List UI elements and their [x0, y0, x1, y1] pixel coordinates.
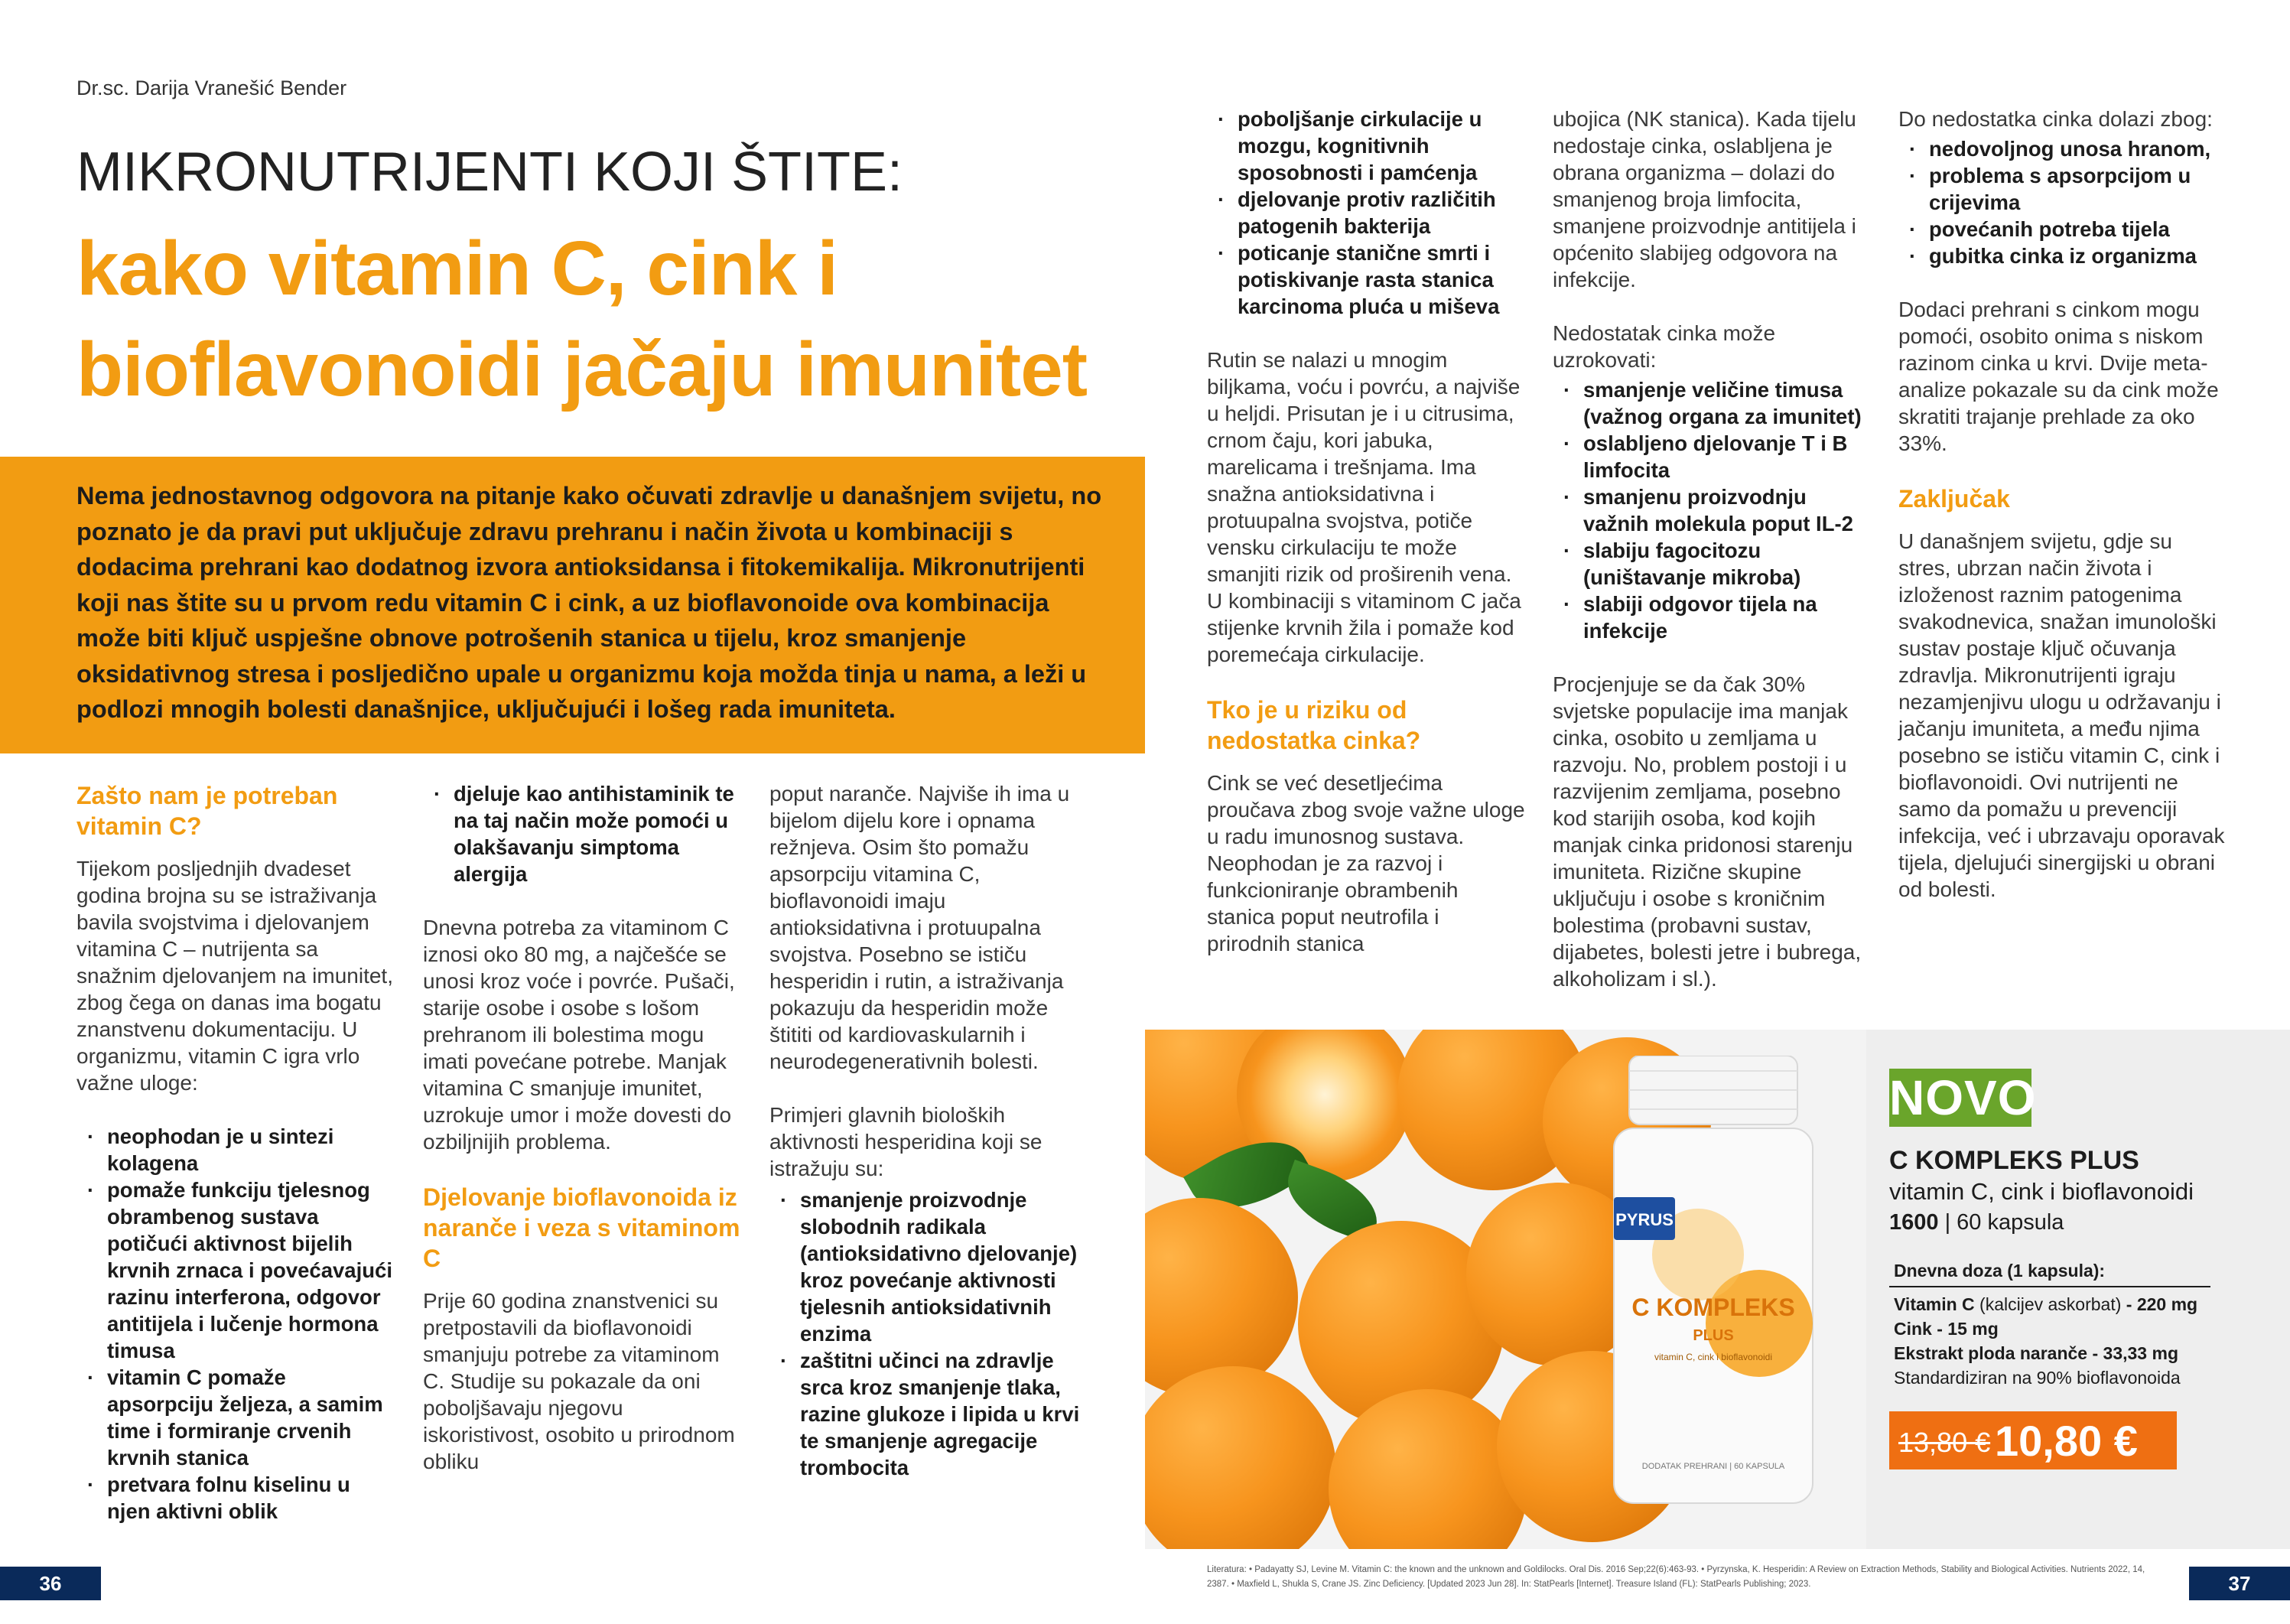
intro-text: Nema jednostavnog odgovora na pitanje kako očuvati zdravlje u današnjem svijetu, no poznato je da pravi put uključuje zdravu prehranu i način života u kombinaciji s dodacima prehrani kao dodatnog izvora antioksidansa i fitokemikalija. Mikronutrijenti koji nas štite su u prvom redu vitamin C i cink, a uz bioflavonoide ova kombinacija može biti ključ uspješne obnove potrošenih stanica u tijelu, kroz smanjenje oksidativnog stresa i posljedično upale u organizmu koja možda tinja u nama, a leži u podlozi mnogih bolesti današnjice, uključujući i lošeg rada imuniteta.: [76, 482, 1102, 723]
paragraph: Cink se već desetljećima proučava zbog svoje važne uloge u radu imunosnog sustava. Neophodan je za razvoj i funkcioniranje obrambenih stanica poput neutrofila i prirodnih stanica: [1207, 771, 1525, 955]
page-number-left: 36: [0, 1567, 101, 1600]
paragraph: poput naranče. Najviše ih ima u bijelom dijelu kore i opnama režnjeva. Osim što pomažu apsorpciju vitamina C, bioflavonoidi imaju antioksidativna i protuupalna svojstva. Posebno se ističu hesperidin i rutin, a istraživanja pokazuju da hesperidin može štititi od kardiovaskularnih i neurodegenerativnih bolesti.: [769, 782, 1070, 1073]
paragraph: Dnevna potreba za vitaminom C iznosi oko 80 mg, a najčešće se unosi kroz voće i povrće. Pušači, starije osobe i osobe s lošom prehranom ili bolestima mogu imati povećane potrebe. Manjak vitamina C smanjuje imunitet, uzrokuje umor i može dovesti do ozbiljnijih problema.: [423, 916, 735, 1154]
column-6: [1898, 106, 2227, 929]
list-item: · oslabljeno djelovanje T i B limfocita: [1553, 430, 1874, 483]
paragraph: Primjeri glavnih bioloških aktivnosti hesperidina koji se istražuju su:: [769, 1103, 1043, 1180]
product-count-bold: 1600: [1889, 1210, 1939, 1235]
intro-box: [0, 457, 1145, 753]
list-item: · smanjenje proizvodnje slobodnih radikala (antioksidativno djelovanje) kroz povećanje aktivnosti tjelesnih antioksidativnih enzima: [769, 1186, 1091, 1347]
paragraph: U današnjem svijetu, gdje su stres, ubrzan način života i izloženost raznim patogenima svakodnevica, snažan imunološki sustav postaje ključ očuvanja zdravlja. Mikronutrijenti igraju nezamjenjivu ulogu u održavanju i jačanju imuniteta, a među njima posebno se ističu vitamin C, cink i bioflavonoidi. Ovi nutrijenti ne samo da pomažu u prevenciji infekcija, već i ubrzavaju oporavak tijela, djelujući sinergijski u obrani od bolesti.: [1898, 529, 2225, 901]
bullet-list: [423, 780, 744, 887]
paragraph: Do nedostatka cinka dolazi zbog:: [1898, 107, 2213, 131]
new-price: 10,80 €: [1995, 1417, 2138, 1465]
list-item: · slabiju fagocitozu (uništavanje mikroba): [1553, 537, 1874, 591]
list-item: · poticanje stanične smrti i potiskivanje rasta stanica karcinoma pluća u miševa: [1207, 239, 1528, 320]
list-item: · djeluje kao antihistaminik te na taj način može pomoći u olakšavanju simptoma alergija: [423, 780, 744, 887]
list-item: · vitamin C pomaže apsorpciju željeza, a samim time i formiranje crvenih krvnih stanica: [76, 1364, 398, 1471]
author: Dr.sc. Darija Vranešić Bender: [76, 76, 347, 99]
list-item: · zaštitni učinci na zdravlje srca kroz smanjenje tlaka, razine glukoze i lipida u krvi te smanjenje agregacije trombocita: [769, 1347, 1091, 1481]
paragraph: Dodaci prehrani s cinkom mogu pomoći, osobito onima s niskom razinom cinka u krvi. Dvije meta-analize pokazale su da cink može skratiti trajanje prehlade za oko 33%.: [1898, 298, 2219, 455]
column-3: [769, 780, 1091, 1508]
novo-badge: NOVO: [1889, 1070, 2037, 1125]
paragraph: Rutin se nalazi u mnogim biljkama, voću i povrću, a najviše u heljdi. Prisutan je i u citrusima, crnom čaju, kori jabuka, marelicama i trešnjama. Ima snažna antioksidativna i protuupalna svojstva, potiče vensku cirkulaciju te može smanjiti rizik od proširenih vena. U kombinaciji s vitaminom C jača stijenke krvnih žila i pomaže kod poremećaja cirkulacije.: [1207, 348, 1521, 666]
list-item: · pretvara folnu kiselinu u njen aktivni oblik: [76, 1471, 398, 1525]
bottle-plus: PLUS: [1693, 1327, 1734, 1344]
list-item: · gubitka cinka iz organizma: [1898, 242, 2227, 269]
column-1: [76, 780, 398, 1551]
list-item: · smanjenu proizvodnju važnih molekula poput IL-2: [1553, 483, 1874, 537]
bottle-desc: vitamin C, cink i bioflavonoidi: [1654, 1352, 1773, 1362]
heading-zinc-risk: Tko je u riziku od nedostatka cinka?: [1207, 696, 1421, 754]
price-tag: [1889, 1411, 2177, 1469]
bullet-list: [1898, 135, 2227, 269]
paragraph: Procjenjuje se da čak 30% svjetske populacije ima manjak cinka, osobito u zemljama u razvoju. No, problem postoji i u razvijenim zemljama, posebno kod starijih osoba, kod kojih manjak cinka pridonosi starenju imuniteta. Rizične skupine uključuju i osobe s kroničnim bolestima (probavni sustav, dijabetes, bolesti jetre i bubrega, alkoholizam i sl.).: [1553, 672, 1862, 991]
list-item: · smanjenje veličine timusa (važnog organa za imunitet): [1553, 376, 1874, 430]
paragraph: Tijekom posljednjih dvadeset godina brojna su se istraživanja bavila svojstvima i djelovanjem vitamina C – nutrijenta sa snažnim djelovanjem na imunitet, zbog čega on danas ima bogatu znanstvenu dokumentaciju. U organizmu, vitamin C igra vrlo važne uloge:: [76, 857, 393, 1095]
product-subtitle: vitamin C, cink i bioflavonoidi: [1889, 1178, 2194, 1205]
column-2: [423, 780, 744, 1502]
bullet-list: [76, 1123, 398, 1525]
dose-heading: Dnevna doza (1 kapsula):: [1889, 1258, 2210, 1287]
heading-bioflavonoids: Djelovanje bioflavonoida iz naranče i veza s vitaminom C: [423, 1183, 740, 1272]
list-item: · nedovoljnog unosa hranom,: [1898, 135, 2227, 162]
dose-line: Vitamin C (kalcijev askorbat) - 220 mg: [1894, 1294, 2198, 1314]
heading-conclusion: Zaključak: [1898, 485, 2010, 513]
daily-dose-box: [1889, 1258, 2210, 1390]
product-count: [1889, 1210, 2064, 1235]
title-line-2: kako vitamin C, cink i: [76, 226, 838, 311]
dose-line: Cink - 15 mg: [1894, 1319, 1999, 1339]
bottle-name: C KOMPLEKS: [1631, 1294, 1795, 1321]
paragraph: Nedostatak cinka može uzrokovati:: [1553, 321, 1776, 372]
bullet-list: [769, 1186, 1091, 1481]
list-item: · pomaže funkciju tjelesnog obrambenog sustava potičući aktivnost bijelih krvnih zrnaca i povećavajući razinu interferona, odgovor antitijela i lučenje hormona timusa: [76, 1177, 398, 1364]
list-item: · povećanih potreba tijela: [1898, 216, 2227, 242]
product-count-rest: | 60 kapsula: [1938, 1210, 2064, 1235]
old-price: 13,80 €: [1898, 1427, 1991, 1458]
list-item: · problema s apsorpcijom u crijevima: [1898, 162, 2227, 216]
bottle-brand: PYRUS: [1615, 1210, 1674, 1229]
list-item: · djelovanje protiv različitih patogenih bakterija: [1207, 186, 1528, 239]
column-5: [1553, 106, 1874, 1019]
literature: Literatura: • Padayatty SJ, Levine M. Vitamin C: the known and the unknown and Goldilocks. Oral Dis. 2016 Sep;22(6):463-93. • Pyrzynska, K. Hesperidin: A Review on Extraction Methods, Stability and Biological Activities. Nutrients 2022, 14, 2387. • Maxfield L, Shukla S, Crane JS. Zinc Deficiency. [Updated 2023 Jun 28]. In: StatPearls [Internet]. Treasure Island (FL): StatPearls Publishing; 2023.: [1207, 1565, 2145, 1589]
product-name: C KOMPLEKS PLUS: [1889, 1146, 2139, 1175]
paragraph: Prije 60 godina znanstvenici su pretpostavili da bioflavonoidi smanjuju potrebe za vitaminom C. Studije su pokazale da oni poboljšavaju njegovu iskoristivost, osobito u prirodnom obliku: [423, 1289, 735, 1473]
dose-line: Ekstrakt ploda naranče - 33,33 mg: [1894, 1343, 2178, 1363]
paragraph: ubojica (NK stanica). Kada tijelu nedostaje cinka, oslabljena je obrana organizma – dolazi do smanjenog broja limfocita, smanjene proizvodnje antitijela i općenito slabijeg odgovora na infekcije.: [1553, 107, 1856, 291]
page-number-right: 37: [2189, 1567, 2290, 1600]
heading-vitamin-c: Zašto nam je potreban vitamin C?: [76, 782, 338, 840]
list-item: · neophodan je u sintezi kolagena: [76, 1123, 398, 1177]
title-line-1: MIKRONUTRIJENTI KOJI ŠTITE:: [76, 142, 903, 203]
title-line-3: bioflavonoidi jačaju imunitet: [76, 327, 1088, 412]
list-item: · poboljšanje cirkulacije u mozgu, kognitivnih sposobnosti i pamćenja: [1207, 106, 1528, 186]
bullet-list: [1207, 106, 1528, 320]
dose-line: Standardiziran na 90% bioflavonoida: [1894, 1368, 2181, 1388]
supplement-bottle-image: [1606, 1056, 1820, 1507]
column-4: [1207, 106, 1528, 984]
bullet-list: [1553, 376, 1874, 644]
bottle-footer: DODATAK PREHRANI | 60 KAPSULA: [1641, 1462, 1785, 1471]
list-item: · slabiji odgovor tijela na infekcije: [1553, 591, 1874, 644]
title-main: [76, 218, 1087, 420]
